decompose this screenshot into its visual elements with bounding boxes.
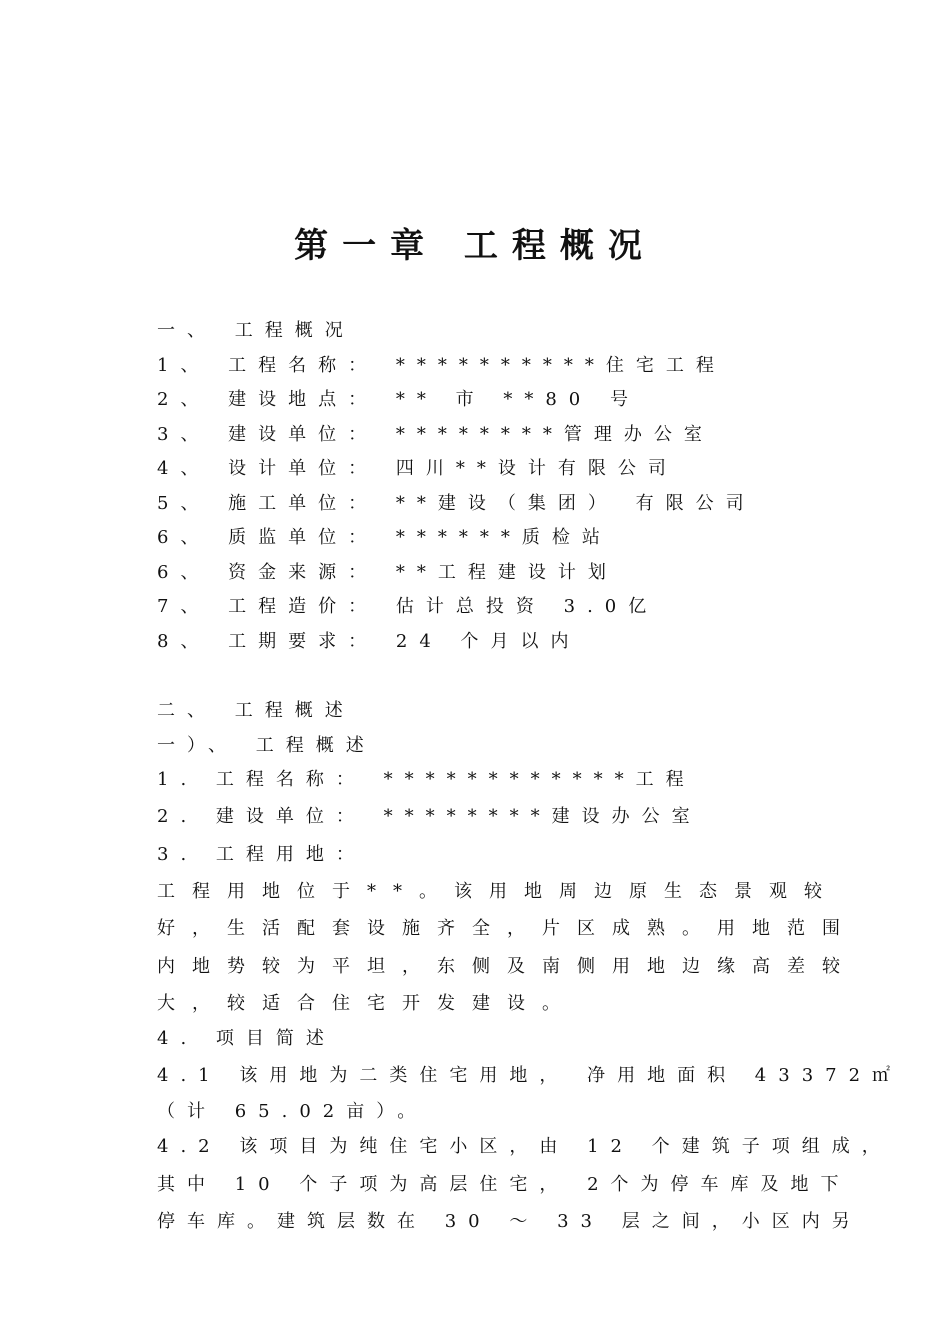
land-paragraph-line: 内地势较为平坦，东侧及南侧用地边缘高差较 — [157, 956, 857, 977]
section-2-subheading: 一）、 工程概述 — [157, 735, 376, 756]
project-info-line: 6、 质监单位： ******质检站 — [157, 527, 612, 548]
project-info-line: 8、 工期要求： 24 个月以内 — [157, 631, 581, 652]
project-summary-line: 停车库。建筑层数在 30 ～ 33 层之间，小区内另 — [157, 1211, 862, 1232]
overview-item: 1. 工程名称： ************工程 — [157, 769, 696, 790]
project-info-line: 2、 建设地点： ** 市 **80 号 — [157, 389, 640, 410]
project-summary-line: 4.2 该项目为纯住宅小区，由 12 个建筑子项组成， — [157, 1136, 892, 1157]
land-paragraph-line: 大，较适合住宅开发建设。 — [157, 993, 577, 1014]
project-info-line: 5、 施工单位： **建设（集团） 有限公司 — [157, 493, 756, 514]
project-info-line: 7、 工程造价： 估计总投资 3.0亿 — [157, 596, 659, 617]
section-1-heading: 一、 工程概况 — [157, 320, 355, 341]
project-info-line: 4、 设计单位： 四川**设计有限公司 — [157, 458, 678, 479]
overview-item: 3. 工程用地： — [157, 844, 366, 865]
land-paragraph-line: 工程用地位于**。该用地周边原生态景观较 — [157, 881, 839, 902]
overview-item: 4. 项目简述 — [157, 1028, 336, 1049]
page-title: 第一章 工程概况 — [294, 226, 656, 266]
project-info-line: 6、 资金来源： **工程建设计划 — [157, 562, 618, 583]
project-summary-line: 其中 10 个子项为高层住宅， 2个为停车库及地下 — [157, 1174, 851, 1195]
land-paragraph-line: 好，生活配套设施齐全，片区成熟。用地范围 — [157, 918, 857, 939]
project-summary-line: （计 65.02亩）。 — [157, 1101, 428, 1122]
project-info-line: 1、 工程名称： **********住宅工程 — [157, 355, 726, 376]
section-2-heading: 二、 工程概述 — [157, 700, 355, 721]
project-summary-line: 4.1 该用地为二类住宅用地， 净用地面积 43372㎡ — [157, 1065, 903, 1086]
overview-item: 2. 建设单位： ********建设办公室 — [157, 806, 702, 827]
project-info-line: 3、 建设单位： ********管理办公室 — [157, 424, 714, 445]
